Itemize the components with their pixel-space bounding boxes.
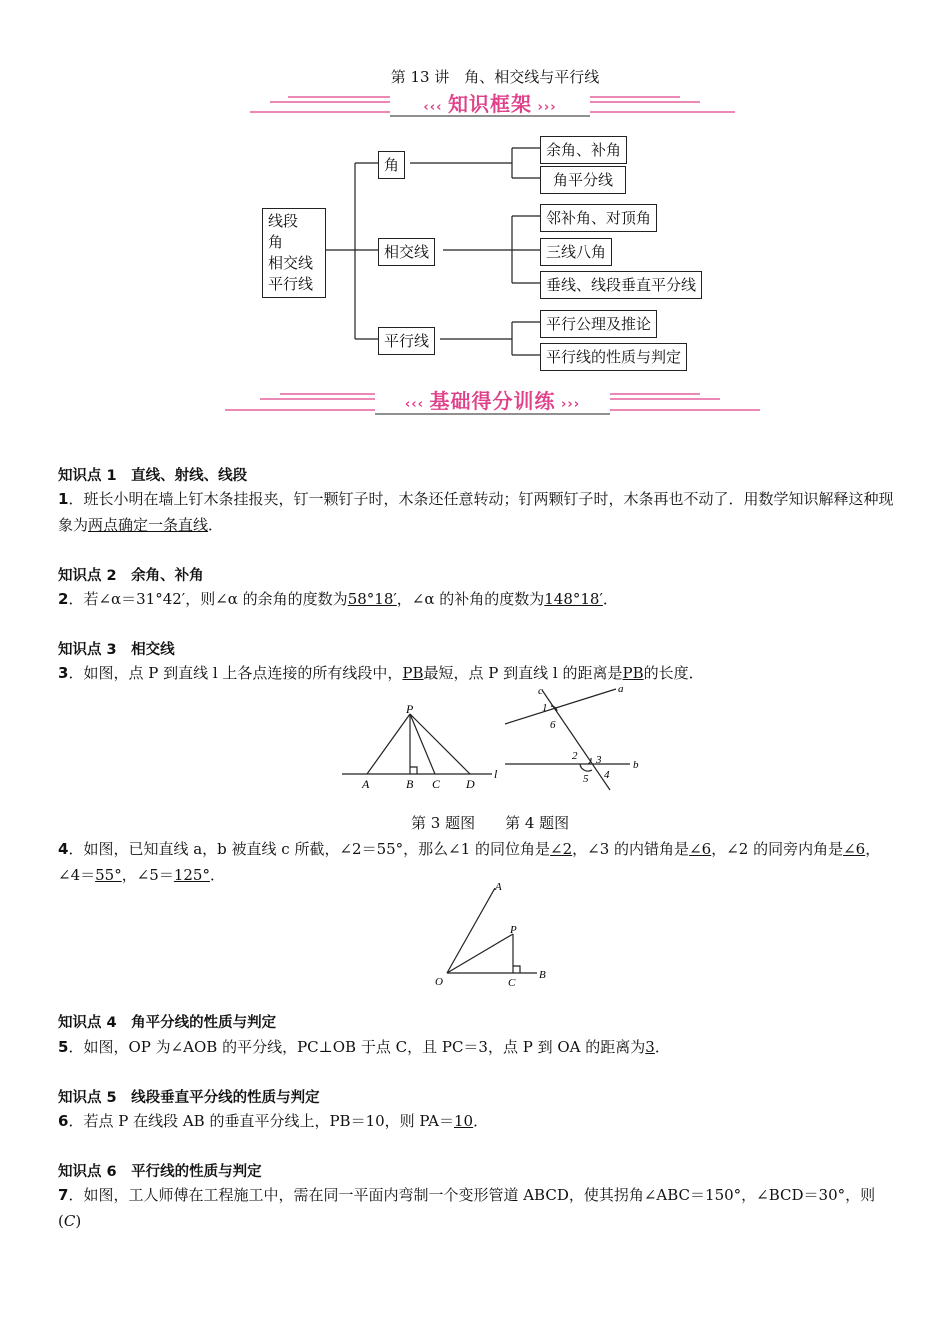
svg-text:O: O (435, 976, 443, 988)
chevron-right-icon: ››› (532, 100, 557, 115)
answer: 58°18′ (347, 590, 397, 608)
svg-text:6: 6 (550, 719, 556, 731)
leaf-node: 余角、补角 (540, 136, 627, 164)
answer: C (63, 1212, 76, 1230)
chevron-left-icon: ‹‹‹ (404, 397, 430, 412)
svg-text:b: b (633, 759, 639, 771)
svg-text:B: B (406, 777, 414, 791)
question-2: 2．若∠α＝31°42′，则∠α 的余角的度数为58°18′，∠α 的补角的度数为148°18′． (58, 590, 618, 608)
tree-root (262, 208, 326, 298)
leaf-node: 三线八角 (540, 238, 612, 266)
practice-banner (220, 385, 765, 417)
question-3: 3．如图，点 P 到直线 l 上各点连接的所有线段中，PB最短，点 P 到直线 l 的距离是PB的长度． (58, 664, 704, 682)
svg-text:5: 5 (583, 773, 589, 785)
chevron-left-icon: ‹‹‹ (423, 100, 448, 115)
svg-text:A: A (495, 881, 502, 893)
branch-intersecting: 相交线 (378, 238, 435, 266)
leaf-node: 邻补角、对顶角 (540, 204, 657, 232)
svg-text:a: a (618, 683, 624, 695)
framework-connectors (0, 0, 950, 380)
question-5: 5．如图，OP 为∠AOB 的平分线，PC⊥OB 于点 C，且 PC＝3，点 P 到 OA 的距离为3． (58, 1038, 670, 1056)
question-6: 6．若点 P 在线段 AB 的垂直平分线上，PB＝10，则 PA＝10． (58, 1112, 489, 1130)
section-heading: 知识点 1 直线、射线、线段 (58, 468, 248, 484)
answer: PB (622, 664, 644, 682)
answer: 55° (95, 866, 122, 884)
svg-text:P: P (510, 924, 517, 936)
answer: 125° (173, 866, 210, 884)
svg-text:B: B (539, 969, 546, 981)
answer: 148°18′ (544, 590, 603, 608)
section-heading: 知识点 2 余角、补角 (58, 568, 204, 584)
framework-title: 知识框架 (448, 92, 532, 116)
chevron-right-icon: ››› (555, 397, 581, 412)
root-line: 相交线 (268, 254, 314, 272)
answer: ∠6 (689, 840, 712, 858)
figure-4 (500, 680, 650, 792)
svg-text:C: C (508, 977, 516, 989)
section-heading: 知识点 5 线段垂直平分线的性质与判定 (58, 1090, 320, 1106)
figure-3 (340, 700, 510, 795)
svg-text:4: 4 (604, 769, 610, 781)
section-heading: 知识点 3 相交线 (58, 642, 175, 658)
answer: 3 (645, 1038, 655, 1056)
section-heading: 知识点 4 角平分线的性质与判定 (58, 1015, 277, 1031)
answer: ∠6 (843, 840, 866, 858)
figure-caption: 第 3 题图 第 4 题图 (411, 814, 570, 832)
svg-text:P: P (406, 702, 414, 716)
answer: 10 (453, 1112, 474, 1130)
svg-text:c: c (538, 685, 543, 697)
leaf-node: 角平分线 (540, 166, 626, 194)
svg-text:l: l (494, 767, 498, 781)
question-1: 1．班长小明在墙上钉木条挂报夹，钉一颗钉子时，木条还任意转动；钉两颗钉子时，木条再也不动了．用数学知识解释这种现象为两点确定一条直线． (58, 490, 894, 534)
svg-text:C: C (432, 777, 441, 791)
svg-text:D: D (466, 777, 475, 791)
branch-angle: 角 (378, 151, 405, 179)
root-line: 角 (268, 233, 284, 251)
leaf-node: 平行公理及推论 (540, 310, 657, 338)
leaf-node: 垂线、线段垂直平分线 (540, 271, 702, 299)
svg-text:3: 3 (596, 754, 602, 766)
page-title: 第 13 讲 角、相交线与平行线 (390, 68, 600, 86)
svg-text:A: A (362, 777, 370, 791)
question-7: 7．如图，工人师傅在工程施工中，需在同一平面内弯制一个变形管道 ABCD，使其拐角∠ABC＝150°，∠BCD＝30°，则(C) (58, 1186, 876, 1230)
figure-5 (425, 878, 555, 990)
section-heading: 知识点 6 平行线的性质与判定 (58, 1164, 262, 1180)
answer: ∠2 (550, 840, 573, 858)
answer: 两点确定一条直线 (88, 516, 209, 534)
practice-title: 基础得分训练 (429, 389, 556, 413)
leaf-node: 平行线的性质与判定 (540, 343, 687, 371)
svg-text:2: 2 (572, 750, 578, 762)
question-4: 4．如图，已知直线 a，b 被直线 c 所截，∠2＝55°，那么∠1 的同位角是∠2，∠3 的内错角是∠6，∠2 的同旁内角是∠6，∠4＝55°，∠5＝125°． (58, 840, 881, 884)
root-line: 线段 (268, 212, 299, 230)
answer: PB (402, 664, 424, 682)
svg-text:1: 1 (542, 702, 548, 714)
branch-parallel: 平行线 (378, 327, 435, 355)
root-line: 平行线 (268, 275, 314, 293)
